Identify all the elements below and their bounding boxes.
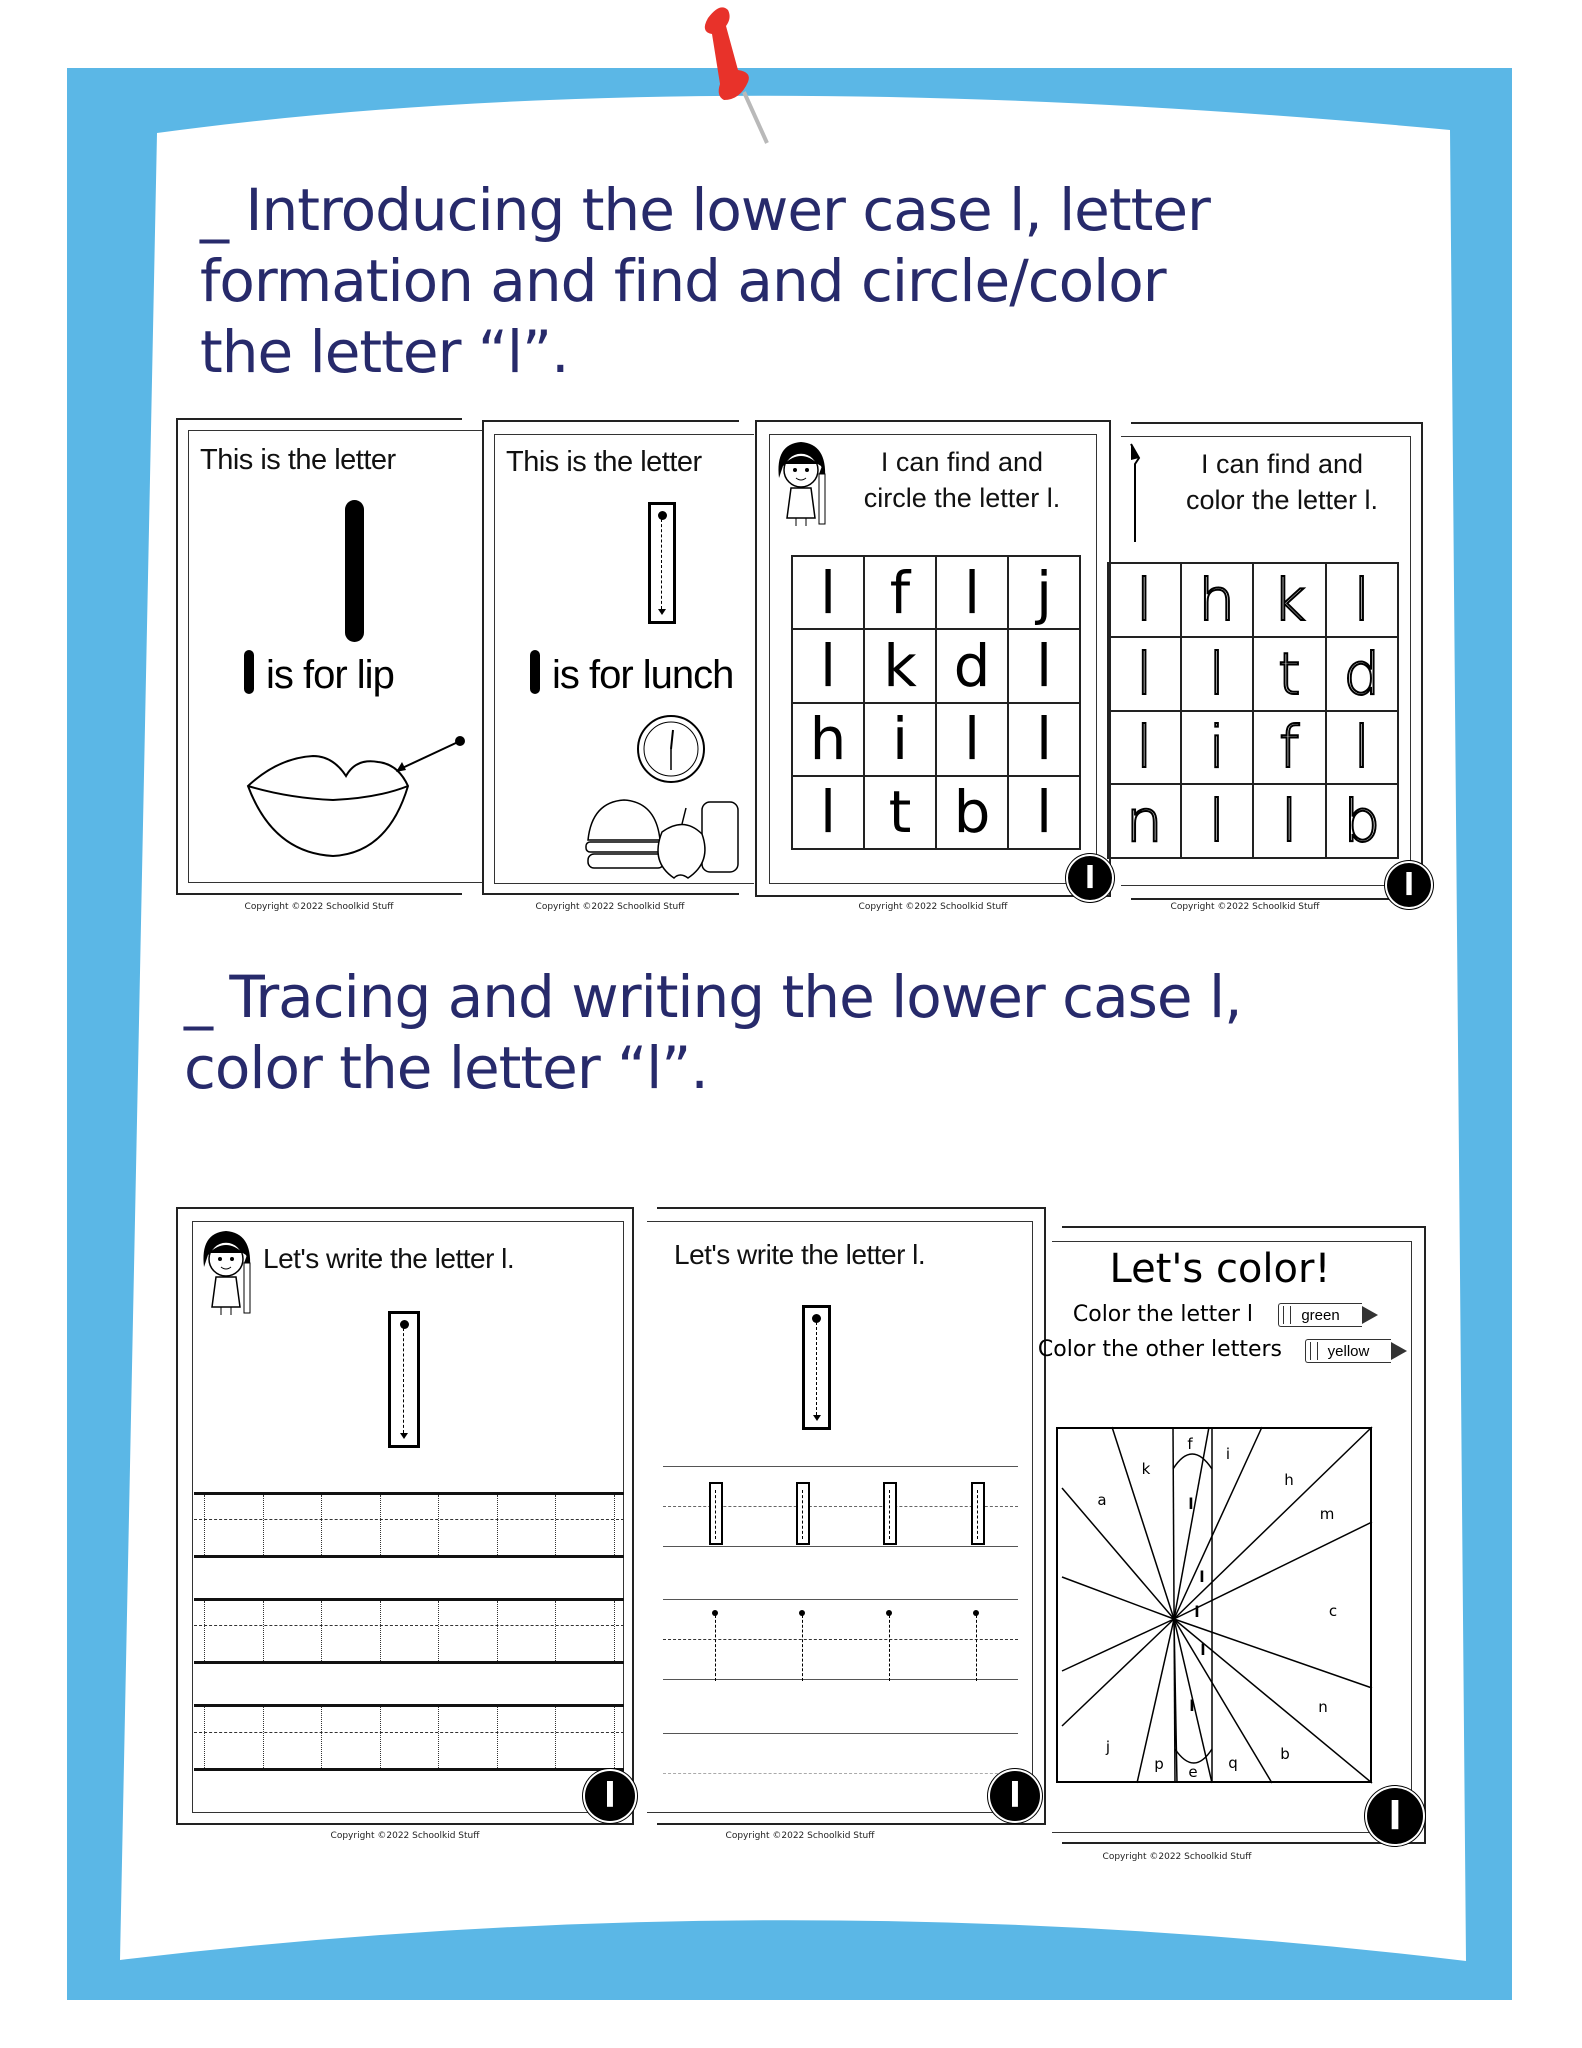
picture-region-letter[interactable]: l: [1189, 1697, 1195, 1715]
writing-guide-line: [614, 1601, 615, 1661]
copyright-text: Copyright ©2022 Schoolkid Stuff: [725, 1831, 875, 1841]
worksheet-title: [1186, 446, 1378, 518]
outlined-letter-grid: [1107, 562, 1399, 859]
crayon-label: green: [1301, 1306, 1340, 1324]
writing-mid-line: [194, 1732, 624, 1733]
picture-region-letter[interactable]: q: [1228, 1754, 1238, 1772]
letter-l-small: [530, 650, 540, 694]
traced-letter-l-small: [971, 1482, 985, 1545]
writing-guide-line: [321, 1495, 322, 1555]
caption-text: is for lip: [266, 653, 394, 697]
writing-top-line: [663, 1466, 1018, 1467]
grid-cell-letter[interactable]: f: [1253, 711, 1326, 785]
pencil-icon: [1131, 444, 1143, 544]
worksheet-write-letter-2[interactable]: [657, 1207, 1046, 1825]
picture-region-letter[interactable]: l: [1188, 1495, 1194, 1513]
writing-top-line: [194, 1598, 624, 1601]
title-line: I can find and: [880, 447, 1044, 477]
grid-cell-letter[interactable]: l: [1108, 711, 1181, 785]
push-pin-icon: [680, 0, 790, 150]
letter-badge: l: [1068, 856, 1112, 900]
grid-cell-letter[interactable]: l: [1008, 629, 1080, 702]
crayon-label: yellow: [1327, 1342, 1370, 1360]
title-line: color the letter l.: [1185, 485, 1379, 515]
letter-grid: [791, 555, 1081, 850]
grid-cell-letter[interactable]: l: [792, 629, 864, 702]
grid-cell-letter[interactable]: j: [1008, 556, 1080, 629]
grid-cell-letter[interactable]: k: [864, 629, 936, 702]
instruction-color-others: Color the other letters: [1037, 1337, 1282, 1362]
grid-cell-letter[interactable]: t: [1253, 637, 1326, 711]
writing-guide-line: [497, 1601, 498, 1661]
grid-cell-letter[interactable]: i: [1181, 711, 1254, 785]
section1-heading: [200, 175, 1210, 388]
grid-cell-letter[interactable]: b: [1326, 784, 1399, 858]
writing-base-line: [194, 1768, 624, 1771]
writing-guide-line: [321, 1601, 322, 1661]
grid-cell-letter[interactable]: h: [1181, 563, 1254, 637]
writing-guide-line: [263, 1707, 264, 1768]
picture-region-letter[interactable]: h: [1284, 1471, 1294, 1489]
heading-line: _ Tracing and writing the lower case l,: [184, 963, 1242, 1031]
heading-line: the letter “l”.: [200, 318, 569, 386]
writing-guide-line: [263, 1601, 264, 1661]
caption: [244, 650, 394, 698]
writing-guide-line: [497, 1495, 498, 1555]
picture-region-letter[interactable]: c: [1328, 1602, 1338, 1620]
writing-mid-line: [663, 1773, 1018, 1774]
dotted-letter-l: [802, 1615, 803, 1681]
heading-line: _ Introducing the lower case l, letter: [200, 176, 1210, 244]
worksheet-this-is-letter-lunch[interactable]: [482, 420, 739, 895]
grid-cell-letter[interactable]: n: [1108, 784, 1181, 858]
lunch-clock-food-icon: [584, 712, 744, 882]
grid-cell-letter[interactable]: b: [936, 776, 1008, 849]
picture-region-letter[interactable]: p: [1154, 1755, 1164, 1773]
picture-region-letter[interactable]: i: [1225, 1445, 1231, 1463]
section2-heading: [184, 962, 1242, 1104]
copyright-text: Copyright ©2022 Schoolkid Stuff: [1102, 1852, 1252, 1862]
writing-mid-line: [663, 1639, 1018, 1640]
picture-border: [1057, 1428, 1371, 1782]
letter-l-small: [244, 650, 254, 694]
grid-cell-letter[interactable]: t: [864, 776, 936, 849]
picture-region-letter[interactable]: l: [1194, 1603, 1200, 1621]
worksheet-title: Let's color!: [1109, 1246, 1331, 1292]
writing-base-line: [663, 1546, 1018, 1547]
grid-cell-letter[interactable]: d: [1326, 637, 1399, 711]
writing-guide-line: [438, 1601, 439, 1661]
picture-region-letter[interactable]: l: [1200, 1641, 1206, 1659]
worksheet-title: Let's write the letter l.: [674, 1239, 926, 1270]
writing-base-line: [194, 1661, 624, 1664]
grid-cell-letter[interactable]: l: [1008, 776, 1080, 849]
writing-guide-line: [263, 1495, 264, 1555]
writing-guide-line: [555, 1495, 556, 1555]
copyright-text: Copyright ©2022 Schoolkid Stuff: [244, 902, 394, 912]
yellow-crayon-icon: [1305, 1339, 1391, 1363]
picture-region-letter[interactable]: k: [1141, 1460, 1151, 1478]
worksheet-title: Let's write the letter l.: [263, 1243, 515, 1274]
worksheet-write-letter-1[interactable]: [176, 1207, 634, 1825]
dotted-letter-l: [976, 1615, 977, 1681]
writing-top-line: [663, 1599, 1018, 1600]
writing-guide-line: [555, 1601, 556, 1661]
grid-cell-letter[interactable]: h: [792, 703, 864, 776]
writing-guide-line: [380, 1495, 381, 1555]
heading-line: color the letter “l”.: [184, 1034, 708, 1102]
title-line: I can find and: [1200, 449, 1364, 479]
grid-cell-letter[interactable]: l: [1008, 703, 1080, 776]
grid-cell-letter[interactable]: l: [936, 703, 1008, 776]
worksheet-this-is-letter-lip[interactable]: [176, 418, 462, 895]
picture-region-letter[interactable]: n: [1318, 1698, 1328, 1716]
copyright-text: Copyright ©2022 Schoolkid Stuff: [330, 1831, 480, 1841]
grid-cell-letter[interactable]: l: [792, 776, 864, 849]
color-by-letter-picture[interactable]: [1062, 1427, 1373, 1784]
picture-region-letter[interactable]: m: [1319, 1505, 1335, 1523]
tracing-lines[interactable]: [657, 1209, 1046, 1809]
traced-letter-l-small: [709, 1482, 723, 1545]
letter-l-large: [345, 500, 364, 642]
picture-region-letter[interactable]: b: [1280, 1745, 1290, 1763]
writing-guide-line: [380, 1601, 381, 1661]
grid-cell-letter[interactable]: l: [1108, 637, 1181, 711]
grid-cell-letter[interactable]: f: [864, 556, 936, 629]
traced-letter-l: [648, 502, 676, 624]
writing-guide-line: [204, 1707, 205, 1768]
writing-guide-line: [438, 1495, 439, 1555]
writing-guide-line: [614, 1495, 615, 1555]
letter-badge: l: [1367, 1788, 1423, 1844]
grid-cell-letter[interactable]: l: [792, 556, 864, 629]
writing-base-line: [194, 1555, 624, 1558]
grid-cell-letter[interactable]: l: [1326, 563, 1399, 637]
grid-cell-letter[interactable]: i: [864, 703, 936, 776]
writing-guide-line: [614, 1707, 615, 1768]
worksheet-title: This is the letter: [200, 444, 396, 476]
grid-cell-letter[interactable]: k: [1253, 563, 1326, 637]
picture-region-letter[interactable]: l: [1199, 1568, 1205, 1586]
writing-guide-line: [321, 1707, 322, 1768]
writing-guide-line: [438, 1707, 439, 1768]
grid-cell-letter[interactable]: l: [1181, 637, 1254, 711]
grid-cell-letter[interactable]: l: [1326, 711, 1399, 785]
grid-cell-letter[interactable]: l: [1108, 563, 1181, 637]
writing-mid-line: [194, 1625, 624, 1626]
writing-guide-line: [204, 1601, 205, 1661]
grid-cell-letter[interactable]: d: [936, 629, 1008, 702]
writing-guide-line: [497, 1707, 498, 1768]
copyright-text: Copyright ©2022 Schoolkid Stuff: [858, 902, 1008, 912]
grid-cell-letter[interactable]: l: [936, 556, 1008, 629]
writing-guide-line: [204, 1495, 205, 1555]
green-crayon-icon: [1278, 1303, 1362, 1327]
worksheet-title: This is the letter: [506, 446, 702, 478]
grid-cell-letter[interactable]: l: [1181, 784, 1254, 858]
letter-badge: l: [585, 1771, 635, 1821]
letter-badge: l: [1387, 863, 1431, 907]
girl-with-pencil-icon: [771, 438, 833, 538]
heading-line: formation and find and circle/color: [200, 247, 1166, 315]
instruction-color-l: Color the letter l: [1072, 1302, 1253, 1327]
traced-letter-l-small: [796, 1482, 810, 1545]
grid-cell-letter[interactable]: l: [1253, 784, 1326, 858]
writing-top-line: [663, 1733, 1018, 1734]
dotted-letter-l: [889, 1615, 890, 1681]
worksheet-lets-color[interactable]: [1037, 1226, 1426, 1844]
handwriting-lines[interactable]: [194, 1209, 624, 1809]
writing-top-line: [194, 1704, 624, 1707]
writing-guide-line: [555, 1707, 556, 1768]
lips-icon: [238, 738, 468, 868]
worksheet-find-color-letter[interactable]: [1125, 422, 1423, 903]
picture-region-letter[interactable]: j: [1105, 1738, 1111, 1756]
writing-mid-line: [194, 1519, 624, 1520]
worksheet-find-circle-letter[interactable]: [755, 420, 1111, 897]
worksheet-title: [864, 444, 1061, 516]
writing-base-line: [663, 1679, 1018, 1680]
picture-region-letter[interactable]: f: [1187, 1435, 1193, 1453]
picture-region-letter[interactable]: a: [1097, 1491, 1107, 1509]
picture-region-letter[interactable]: e: [1188, 1763, 1198, 1781]
traced-letter-l-small: [883, 1482, 897, 1545]
caption-text: is for lunch: [552, 653, 734, 697]
copyright-text: Copyright ©2022 Schoolkid Stuff: [535, 902, 685, 912]
writing-top-line: [194, 1492, 624, 1495]
dotted-letter-l: [715, 1615, 716, 1681]
caption: [530, 650, 733, 698]
writing-guide-line: [380, 1707, 381, 1768]
copyright-text: Copyright ©2022 Schoolkid Stuff: [1170, 902, 1320, 912]
title-line: circle the letter l.: [863, 483, 1061, 513]
letter-badge: l: [990, 1771, 1040, 1821]
